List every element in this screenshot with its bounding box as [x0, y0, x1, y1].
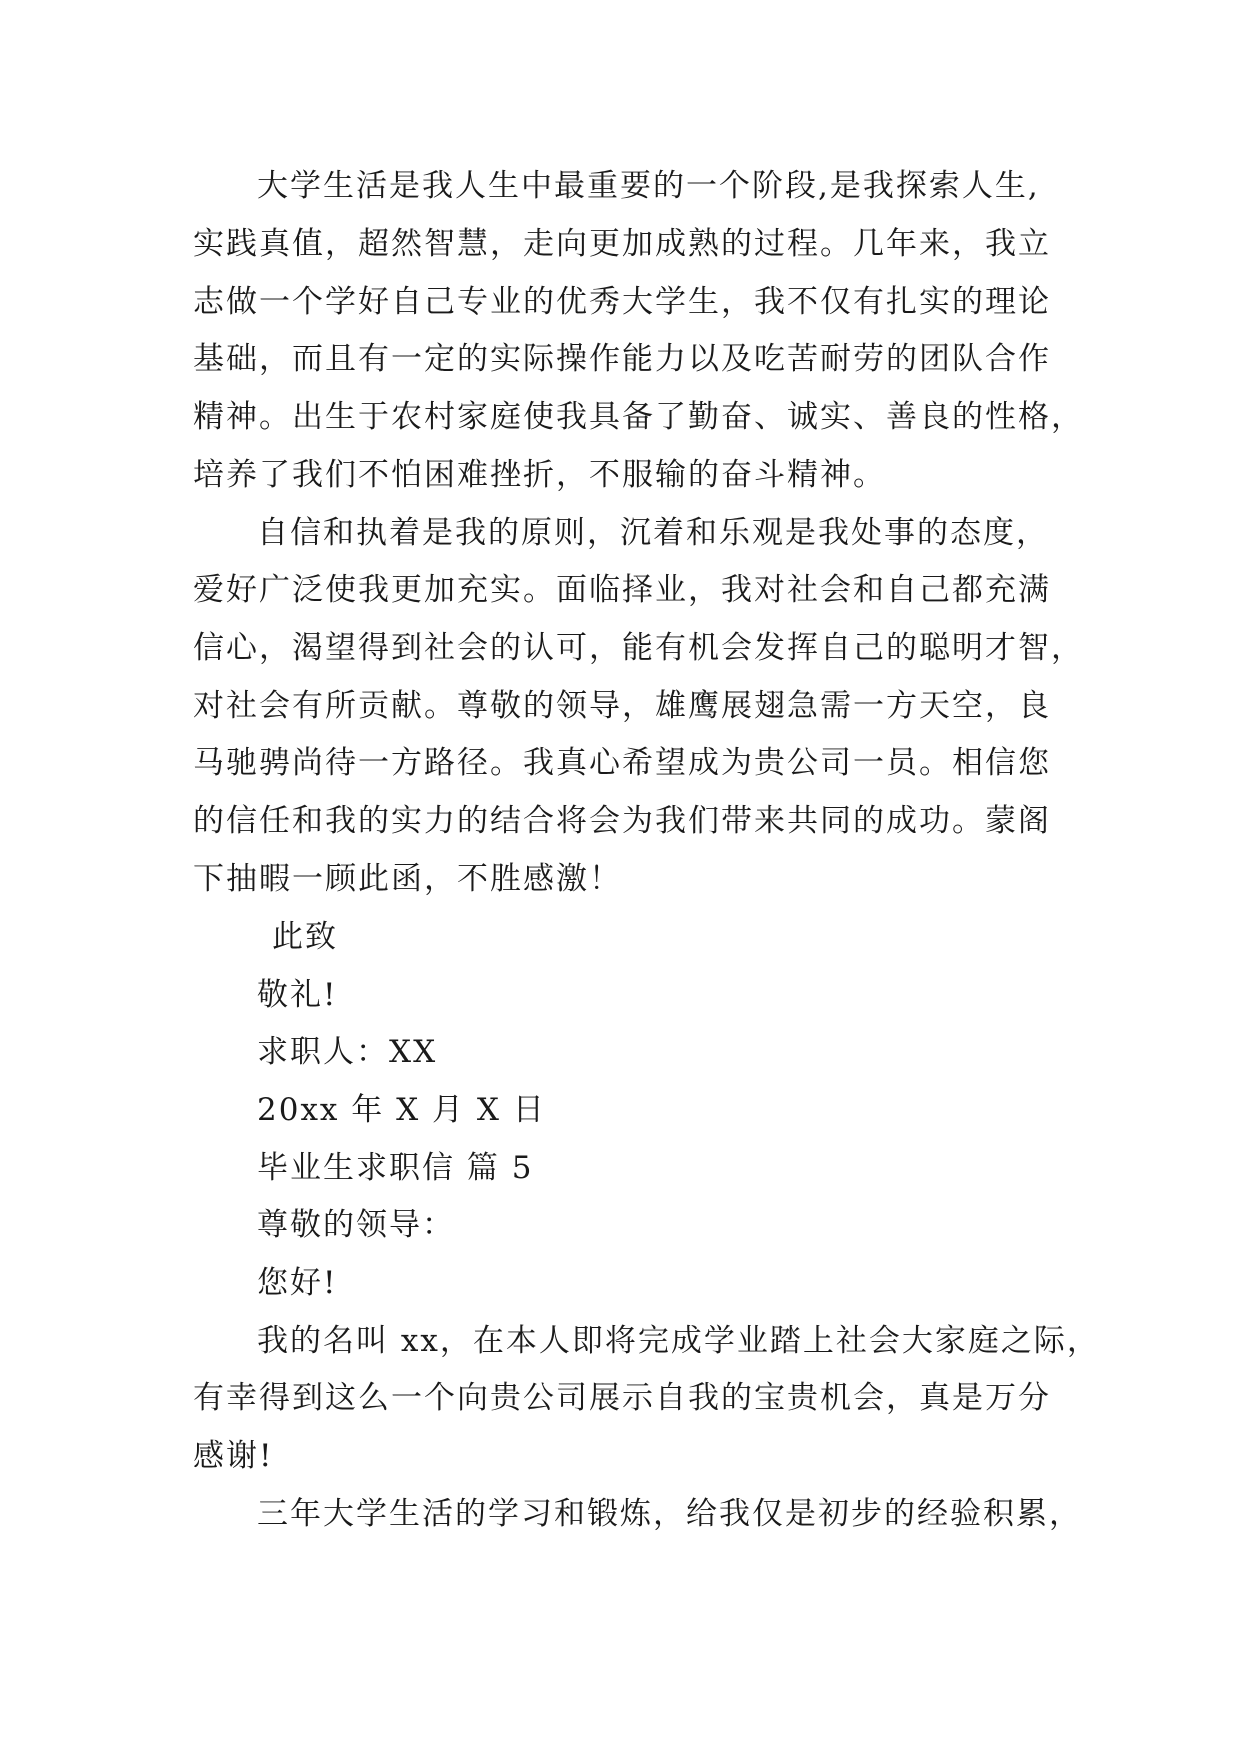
closing-phrase: 此致	[272, 919, 338, 955]
paragraph-1-line-5: 精神。出生于农村家庭使我具备了勤奋、诚实、善良的性格，	[193, 399, 1084, 435]
letter-date: 20xx 年 X 月 X 日	[257, 1092, 546, 1128]
paragraph-1-line-1: 大学生活是我人生中最重要的一个阶段,是我探索人生,	[257, 168, 1040, 204]
paragraph-2-line-7: 下抽暇一顾此函，不胜感激！	[193, 861, 622, 897]
paragraph-2-line-4: 对社会有所贡献。尊敬的领导，雄鹰展翅急需一方天空，良	[193, 688, 1051, 724]
paragraph-1-line-2: 实践真值，超然智慧，走向更加成熟的过程。几年来，我立	[193, 226, 1051, 262]
applicant-signature: 求职人：XX	[257, 1034, 438, 1070]
paragraph-3-line-2: 有幸得到这么一个向贵公司展示自我的宝贵机会，真是万分	[193, 1380, 1051, 1416]
paragraph-2-line-1: 自信和执着是我的原则，沉着和乐观是我处事的态度，	[257, 515, 1049, 551]
paragraph-4-line-1: 三年大学生活的学习和锻炼，给我仅是初步的经验积累，	[257, 1496, 1082, 1532]
section-heading: 毕业生求职信 篇 5	[257, 1150, 534, 1186]
paragraph-1-line-4: 基础，而且有一定的实际操作能力以及吃苦耐劳的团队合作	[193, 341, 1051, 377]
closing-salute: 敬礼!	[257, 977, 338, 1013]
paragraph-3-line-3: 感谢!	[193, 1438, 274, 1474]
paragraph-2-line-6: 的信任和我的实力的结合将会为我们带来共同的成功。蒙阁	[193, 803, 1051, 839]
paragraph-2-line-2: 爱好广泛使我更加充实。面临择业，我对社会和自己都充满	[193, 572, 1051, 608]
greeting-hello: 您好!	[257, 1265, 338, 1301]
paragraph-3-line-1: 我的名叫 xx，在本人即将完成学业踏上社会大家庭之际，	[257, 1323, 1100, 1359]
paragraph-2-line-5: 马驰骋尚待一方路径。我真心希望成为贵公司一员。相信您	[193, 745, 1051, 781]
paragraph-2-line-3: 信心，渴望得到社会的认可，能有机会发挥自己的聪明才智，	[193, 630, 1084, 666]
greeting-salutation: 尊敬的领导：	[257, 1207, 455, 1243]
paragraph-1-line-3: 志做一个学好自己专业的优秀大学生，我不仅有扎实的理论	[193, 284, 1051, 320]
paragraph-1-line-6: 培养了我们不怕困难挫折，不服输的奋斗精神。	[193, 457, 886, 493]
